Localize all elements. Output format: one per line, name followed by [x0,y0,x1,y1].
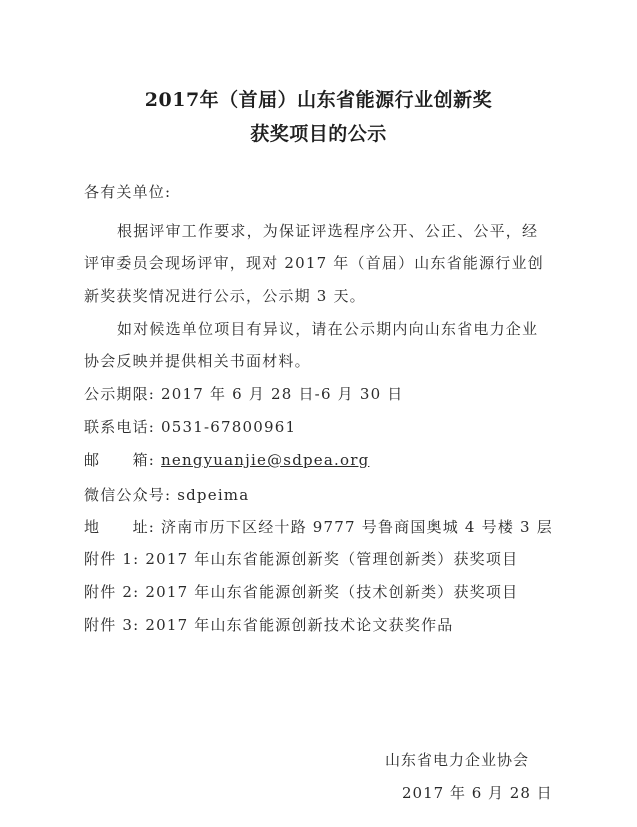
email-link[interactable]: nengyuanjie@sdpea.org [161,451,370,469]
attachment-title: 2017 年山东省能源创新技术论文获奖作品 [145,616,454,634]
period-label: 公示期限: [84,385,156,403]
wechat-row [84,484,249,505]
attachment-label: 附件 2: [84,583,140,601]
email-label: 邮 箱: [84,451,156,469]
salutation: 各有关单位: [84,183,172,201]
period-value: 2017 年 6 月 28 日-6 月 30 日 [161,385,404,403]
period-row [84,383,403,404]
document-title: 2017年（首届）山东省能源行业创新奖 [144,89,493,111]
attachment-2 [84,581,518,602]
attachment-3 [84,614,454,635]
attachment-label: 附件 1: [84,550,140,568]
attachment-label: 附件 3: [84,616,140,634]
address-value: 济南市历下区经十路 9777 号鲁商国奥城 4 号楼 3 层 [161,518,553,536]
paragraph2-line1: 如对候选单位项目有异议，请在公示期内向山东省电力企业 [117,320,539,338]
signature-org: 山东省电力企业协会 [385,751,530,769]
address-label: 地 址: [84,518,156,536]
document-subtitle: 获奖项目的公示 [250,123,387,145]
paragraph1-line1: 根据评审工作要求，为保证评选程序公开、公正、公平，经 [117,222,539,240]
phone-label: 联系电话: [84,418,156,436]
attachment-1 [84,548,518,569]
email-row [84,449,369,470]
wechat-label: 微信公众号: [84,486,172,504]
wechat-value: sdpeima [177,486,250,504]
attachment-title: 2017 年山东省能源创新奖（管理创新类）获奖项目 [145,550,519,568]
paragraph1-line2: 评审委员会现场评审，现对 2017 年（首届）山东省能源行业创 [84,254,544,272]
paragraph1-line3: 新奖获奖情况进行公示，公示期 3 天。 [84,287,366,305]
paragraph2-line2: 协会反映并提供相关书面材料。 [84,352,311,370]
phone-value: 0531-67800961 [161,418,297,436]
phone-row [84,416,296,437]
attachment-title: 2017 年山东省能源创新奖（技术创新类）获奖项目 [145,583,519,601]
signature-date: 2017 年 6 月 28 日 [402,784,553,802]
address-row [84,516,553,537]
